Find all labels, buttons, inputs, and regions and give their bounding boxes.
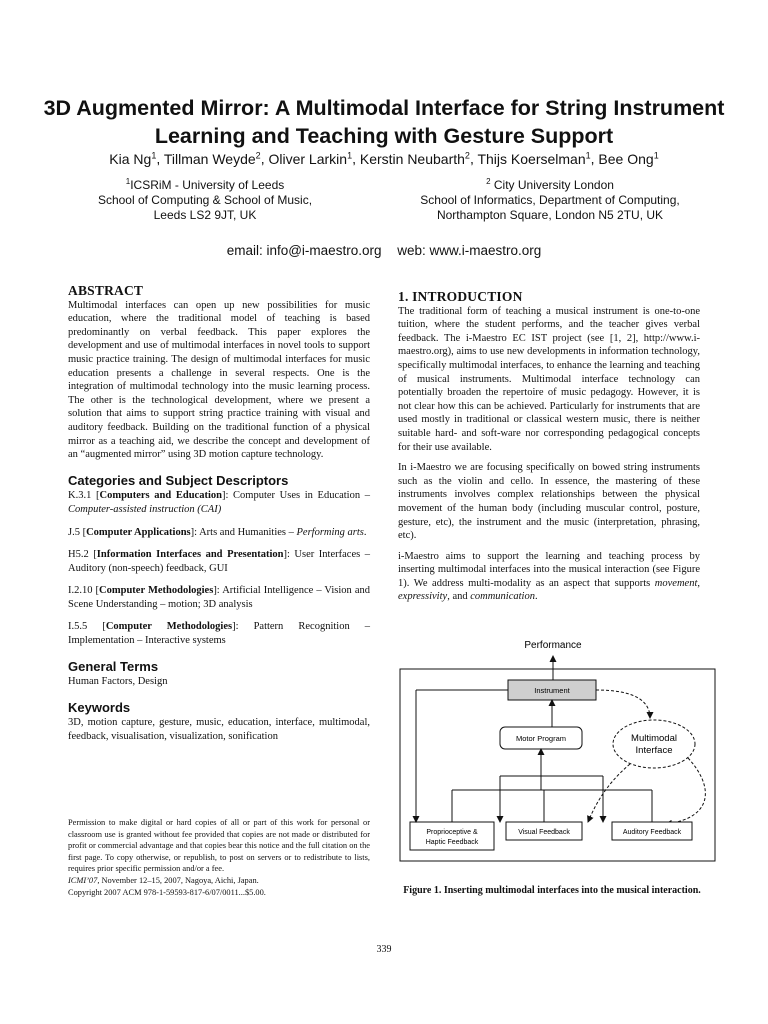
category-item: I.5.5 [Computer Methodologies]: Pattern Recognition – Implementation – Interactive systems <box>68 621 371 647</box>
right-column <box>398 290 700 611</box>
auditory-feedback-label: Auditory Feedback <box>622 829 682 836</box>
abstract-heading: ABSTRACT <box>68 283 144 298</box>
intro-paragraph: The traditional form of teaching a musical instrument is one-to-one tuition, where the student performs, and the teacher gives verbal feedback. The i-Maestro EC IST project (see [1, 2], http://www.i-maestro.org), aims to use new developments in information technology, specifically multimodal interfaces, to enhance the learning and teaching of musical instruments. Multimodal interface technology can potentially broaden the repertoire of music pedagogy. However, it is not clear how this can be achieved. Particularly for instruments that are used mostly in traditional or classical western music, there is neither suitable hard- and soft-ware nor corresponding pedagogical concepts for their use available. <box>398 305 700 453</box>
instrument-to-interface-dashed <box>596 690 650 718</box>
left-column <box>68 284 370 751</box>
author: Tillman Weyde$^2$ <box>163 150 261 167</box>
instrument-label: Instrument <box>534 686 570 695</box>
interface-to-visual-dashed <box>588 764 630 822</box>
general-terms-text: Human Factors, Design <box>68 676 168 688</box>
motor-program-label: Motor Program <box>515 734 567 743</box>
category-item: J.5 [Computer Applications]: Arts and Humanities – Performing arts. <box>68 526 367 538</box>
page-number: 339 <box>376 944 392 955</box>
keywords-text: 3D, motion capture, gesture, music, education, interface, multimodal, feedback, visualisation, visualization, sonification <box>68 717 370 743</box>
category-item: I.2.10 [Computer Methodologies]: Artificial Intelligence – Vision and Scene Understanding – motion; 3D analysis <box>68 585 371 610</box>
web-link[interactable]: web: www.i-maestro.org <box>397 243 542 258</box>
intro-paragraph: i-Maestro aims to support the learning and teaching process by inserting multimodal interfaces into the musical interaction (see Figure 1). We address multi-modality as an aspect that supports movement, expressivity, and communication. <box>398 550 700 603</box>
permission-notice: Permission to make digital or hard copies of all or part of this work for personal or classroom use is granted without fee provided that copies are not made or distributed for profit or commercial advantage and that copies bear this notice and the full citation on the first page. To copy otherwise, or republish, to post on servers or to redistribute to lists, requires prior specific permission and/or a fee. ICMI’07, November 12–15, 2007, Nagoya, Aichi, Japan. Copyright 2007 ACM 978-1-59593-817-6/07/0011...$5.00. <box>68 818 370 897</box>
affiliation-leeds: $^1$ICSRiM - University of Leeds School of Computing & School of Music, Leeds LS2 9JT, UK <box>97 177 313 222</box>
author: Thijs Koerselman$^1$ <box>477 150 591 167</box>
figure-1-diagram <box>398 636 718 876</box>
categories-heading: Categories and Subject Descriptors <box>68 472 289 488</box>
author-list: Kia Ng$^1$, Tillman Weyde$^2$, Oliver Larkin$^1$, Kerstin Neubarth$^2$, Thijs Koerselman$^1$, Bee Ong$^1$ <box>109 150 659 167</box>
interface-to-auditory-dashed <box>666 758 705 824</box>
proprioceptive-label-line2: Haptic Feedback <box>425 839 479 846</box>
email-link[interactable]: email: info@i-maestro.org <box>226 243 382 258</box>
author: Bee Ong$^1$ <box>598 150 659 167</box>
visual-feedback-label: Visual Feedback <box>518 829 570 836</box>
proprioceptive-label-line1: Proprioceptive & <box>426 829 478 836</box>
paper-title: 3D Augmented Mirror: A Multimodal Interface for String Instrument Learning and Teaching with Gesture Support <box>43 96 725 148</box>
diagram-svg <box>398 636 718 876</box>
keywords-heading: Keywords <box>68 699 131 715</box>
intro-paragraph: In i-Maestro we are focusing specifically on bowed string instruments such as the violin and cello. In essence, the mastering of these instruments involves complex relationships between the physical movement of the human body (including muscular control, posture, gesture, etc), the instrument and the music (interpretation, phrasing, etc). <box>398 462 700 542</box>
performance-label: Performance <box>524 640 582 651</box>
contact-line <box>0 243 768 258</box>
author: Kia Ng$^1$ <box>109 150 157 167</box>
affiliation-city: $^2$ City University London School of Informatics, Department of Computing, Northampton Square, London N5 2TU, UK <box>420 177 680 222</box>
author: Oliver Larkin$^1$ <box>268 150 353 167</box>
general-terms-heading: General Terms <box>68 658 159 674</box>
abstract-text: Multimodal interfaces can open up new possibilities for music education, where the traditional model of teaching is based predominantly on verbal feedback. This paper explores the development and use of multimodal interfaces in novel tools to support music practice training. The design of multimodal interfaces for music education presents a challenge in several respects. One is the integration of multimodal technology into the music learning process. The other is the technological development, where we present a solution that aims to support string practice training with visual and auditory feedback. Building on the traditional function of a physical mirror as a teaching aid, we describe the concept and development of an “augmented mirror” using 3D motion capture technology. <box>68 299 370 461</box>
multimodal-label-line2: Interface <box>635 745 673 756</box>
figure-caption: Figure 1. Inserting multimodal interfaces into the musical interaction. <box>403 885 701 896</box>
multimodal-label-line1: Multimodal <box>631 733 677 744</box>
introduction-heading: 1. INTRODUCTION <box>398 289 523 304</box>
author: Kerstin Neubarth$^2$ <box>359 150 470 167</box>
multimodal-interface-ellipse <box>613 720 695 768</box>
category-item: H5.2 [Information Interfaces and Presentation]: User Interfaces – Auditory (non-speech) feedback, GUI <box>68 549 370 574</box>
category-item: K.3.1 [Computers and Education]: Computer Uses in Education – Computer-assisted instruction (CAI) <box>68 490 370 515</box>
